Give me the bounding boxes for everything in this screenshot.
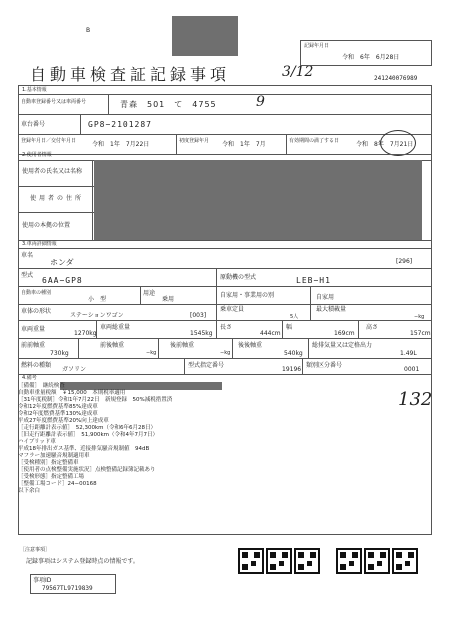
vehicle-weight-label: 車両重量 <box>21 326 46 333</box>
page-title: 自動車検査証記録事項 <box>30 65 231 84</box>
notice-label: ［注意事項］ <box>20 547 51 553</box>
rear-front-axle-value: −kg <box>220 350 231 356</box>
displacement-value: 1.49L <box>400 350 417 357</box>
remark-line: ［受検種別］指定整備車 <box>18 460 79 466</box>
width-value: 169cm <box>334 330 355 337</box>
designation-number-value: 19196 <box>282 366 302 373</box>
front-front-axle-label: 前前軸重 <box>21 342 46 349</box>
qr-code-icon <box>392 548 418 574</box>
redacted-office-stamp <box>172 16 238 56</box>
remark-line: 令和2年度燃費基準130%達成車 <box>18 411 98 417</box>
first-registration-value: 令和 1年 7月22日 <box>92 141 150 148</box>
user-address-label: 使用者の住所 <box>30 195 85 202</box>
gross-weight-value: 1545kg <box>190 330 213 337</box>
registration-value: 青森 501 て 4755 <box>120 100 217 109</box>
expiry-value: 令和 8年 7月21日 <box>356 141 414 148</box>
use-value: 乗用 <box>162 296 175 303</box>
section-user-info: 2.使用者情報 <box>22 152 52 158</box>
remark-line: ［使用者の点検整備実施状況］点検整備記録簿記載あり <box>18 467 156 473</box>
handwritten-note: 3/12 <box>282 64 314 80</box>
redacted-user-info <box>94 160 422 240</box>
capacity-value: 5人 <box>290 314 299 320</box>
remark-line: 以下余白 <box>18 488 41 494</box>
record-id-label: 事項ID <box>33 577 52 584</box>
height-label: 高さ <box>366 324 379 331</box>
qr-code-icon <box>238 548 264 574</box>
remark-line: ［受検形態］指定整備工場 <box>18 474 85 480</box>
model-label: 型式 <box>21 272 34 279</box>
body-shape-value: ステーションワゴン <box>70 312 124 319</box>
record-date-value: 令和 6年 6月28日 <box>342 54 400 61</box>
use-label: 用途 <box>143 290 156 297</box>
qr-code-icon <box>336 548 362 574</box>
record-date-label: 記録年月日 <box>304 43 330 49</box>
rear-rear-axle-value: 540kg <box>284 350 303 357</box>
remark-line: ［31年度税制］令和1年7月22日 新規登録 50%減税措置済 <box>18 397 173 403</box>
height-value: 157cm <box>410 330 431 337</box>
make-label: 車名 <box>21 252 34 259</box>
max-load-label: 最大積載量 <box>316 306 347 313</box>
fuel-type-label: 燃料の種類 <box>21 362 52 369</box>
expiry-circle-mark <box>380 130 416 156</box>
private-business-label: 自家用・事業用の別 <box>220 292 275 299</box>
designation-number-label: 型式指定番号 <box>188 362 225 369</box>
displacement-label: 総排気量又は定格出力 <box>312 342 373 349</box>
vin-label: 車台番号 <box>21 121 46 128</box>
remark-line: ［備備］ 継続検査 <box>18 383 65 389</box>
section-notes: 4.備考 <box>22 375 37 381</box>
document-number: 241240076989 <box>374 75 418 82</box>
fuel-type-value: ガソリン <box>62 366 87 373</box>
first-year-label: 初度登録年月 <box>179 138 210 144</box>
remark-line: ［整備工場コード］24−00168 <box>18 481 97 487</box>
engine-label: 原動機の型式 <box>220 274 257 281</box>
front-front-axle-value: 730kg <box>50 350 69 357</box>
category-number-label: 類別区分番号 <box>306 362 343 369</box>
max-load-value: −kg <box>414 314 425 320</box>
rear-rear-axle-label: 後後軸重 <box>238 342 263 349</box>
first-year-value: 令和 1年 7月 <box>222 141 266 148</box>
make-value: ホンダ <box>50 258 74 267</box>
record-id-value: 79567TL9719839 <box>42 585 93 592</box>
remark-line: ［走行距離計表示値］ 52,300km（令和6年6月28日） <box>18 425 157 431</box>
qr-code-icon <box>266 548 292 574</box>
notice-text: 記録事項はシステム登録時点の情報です。 <box>26 558 139 565</box>
registration-handwritten: 9 <box>256 94 265 110</box>
body-shape-code: [003] <box>190 312 207 319</box>
length-value: 444cm <box>260 330 281 337</box>
first-registration-label: 登録年月日／交付年月日 <box>21 138 77 144</box>
remark-line: 令和12年度燃費基準85%達成車 <box>18 404 98 410</box>
length-label: 長さ <box>220 324 233 331</box>
vehicle-type-label: 自動車の種別 <box>21 290 52 296</box>
expiry-label: 有効期間の満了する日 <box>289 138 340 144</box>
engine-value: LEB−H1 <box>296 276 331 285</box>
section-vehicle-details: 3.車両詳細情報 <box>22 241 57 247</box>
base-location-label: 使用の本拠の位置 <box>22 222 71 229</box>
gross-weight-label: 車両総重量 <box>100 324 131 331</box>
qr-code-icon <box>364 548 390 574</box>
qr-code-icon <box>294 548 320 574</box>
front-rear-axle-value: −kg <box>146 350 157 356</box>
width-label: 幅 <box>286 324 293 331</box>
private-business-value: 自家用 <box>316 294 335 301</box>
make-code: [296] <box>396 258 413 265</box>
remark-line: ［旧走行距離計表示値］ 51,900km（令和4年7月7日） <box>18 432 159 438</box>
remark-line: 自動車重量税額 ￥15,000 本則税率適用 <box>18 390 126 396</box>
remark-line: 平成27年度燃費基準20%向上達成車 <box>18 418 109 424</box>
section-basic-info: 1.基本情報 <box>22 87 47 93</box>
user-name-label: 使用者の氏名又は名称 <box>22 168 83 175</box>
model-value: 6AA−GP8 <box>42 276 83 285</box>
remark-line: ハイブリッド車 <box>18 439 56 445</box>
front-rear-axle-label: 前後軸重 <box>100 342 125 349</box>
notes-handwritten: 132 <box>398 389 433 410</box>
vehicle-weight-value: 1270kg <box>74 330 97 337</box>
rear-front-axle-label: 後前軸重 <box>170 342 195 349</box>
notes-remarks <box>18 383 223 495</box>
registration-label: 自動車登録番号又は車両番号 <box>21 99 87 105</box>
category-number-value: 0001 <box>404 366 420 373</box>
body-shape-label: 車体の形状 <box>21 308 52 315</box>
vin-value: GP8−2101287 <box>88 120 152 129</box>
top-mark: B <box>86 27 91 34</box>
remark-line: 平成18年排出ガス基準、近接排気騒音規制値 94dB <box>18 446 150 452</box>
capacity-label: 乗車定員 <box>220 306 245 313</box>
vehicle-type-value: 小 型 <box>88 296 107 303</box>
remark-line: マフラー加速騒音規制適用車 <box>18 453 90 459</box>
